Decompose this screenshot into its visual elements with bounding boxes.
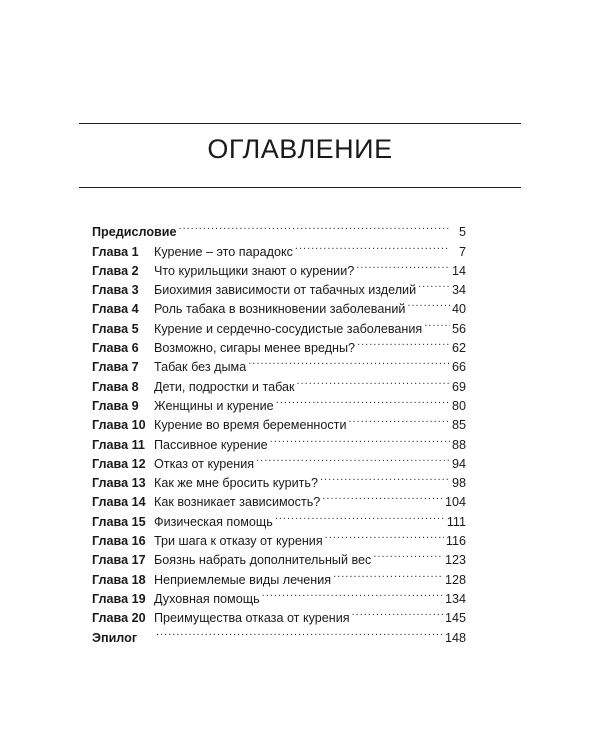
page-number: 34	[451, 283, 466, 298]
chapter-title: Табак без дыма	[154, 360, 247, 375]
page-number: 94	[451, 456, 466, 471]
entry-label: Глава 2	[92, 263, 139, 278]
chapter-title: Отказ от курения	[154, 456, 255, 471]
dot-leader	[322, 487, 443, 506]
entry-label: Глава 3	[92, 283, 139, 298]
page-number: 98	[451, 476, 466, 491]
chapter-title: Физическая помощь	[154, 514, 273, 529]
page-number: 7	[458, 244, 466, 259]
table-of-contents	[92, 217, 466, 645]
page-title: ОГЛАВЛЕНИЕ	[207, 134, 393, 164]
page-number: 134	[444, 591, 466, 606]
dot-leader	[297, 371, 450, 390]
dot-leader	[424, 313, 450, 332]
entry-label: Глава 7	[92, 360, 139, 375]
dot-leader	[295, 236, 450, 255]
toc-entry-preface[interactable]	[92, 217, 466, 240]
page-number: 66	[451, 360, 466, 375]
page-number: 123	[444, 553, 466, 568]
entry-label: Глава 15	[92, 514, 146, 529]
entry-label: Глава 11	[92, 437, 145, 452]
page-number: 128	[444, 572, 466, 587]
chapter-title: Женщины и курение	[154, 398, 274, 413]
chapter-title: Курение во время беременности	[154, 418, 347, 433]
dot-leader	[320, 468, 450, 487]
page-number: 116	[445, 534, 466, 549]
chapter-title: Что курильщики знают о курении?	[154, 263, 355, 278]
chapter-title: Дети, подростки и табак	[154, 379, 295, 394]
page-number: 104	[444, 495, 466, 510]
dot-leader	[275, 506, 445, 525]
entry-label: Глава 20	[92, 611, 146, 626]
dot-leader	[179, 217, 450, 236]
chapter-title: Духовная помощь	[154, 591, 260, 606]
chapter-title: Биохимия зависимости от табачных изделий	[154, 283, 417, 298]
page-number: 111	[446, 514, 466, 529]
entry-label: Глава 13	[92, 476, 146, 491]
page-number: 148	[444, 630, 466, 645]
top-rule	[79, 123, 521, 124]
dot-leader	[248, 352, 450, 371]
page-number: 56	[451, 321, 466, 336]
dot-leader	[418, 275, 450, 294]
entry-label: Глава 19	[92, 591, 146, 606]
entry-label: Глава 14	[92, 495, 146, 510]
entry-label: Глава 8	[92, 379, 139, 394]
page-number: 62	[451, 341, 466, 356]
entry-label: Глава 17	[92, 553, 146, 568]
page-number: 5	[458, 225, 466, 240]
chapter-title: Как же мне бросить курить?	[154, 476, 318, 491]
dot-leader	[270, 429, 450, 448]
chapter-title: Преимущества отказа от курения	[154, 611, 350, 626]
chapter-title: Роль табака в возникновении заболеваний	[154, 302, 406, 317]
dot-leader	[262, 584, 443, 603]
chapter-title: Курение и сердечно-сосудистые заболевания	[154, 321, 423, 336]
chapter-title: Три шага к отказу от курения	[154, 534, 323, 549]
page-number: 69	[451, 379, 466, 394]
chapter-title: Неприемлемые виды лечения	[154, 572, 332, 587]
entry-label: Глава 12	[92, 456, 146, 471]
entry-label: Глава 4	[92, 302, 139, 317]
dot-leader	[407, 294, 450, 313]
entry-label: Эпилог	[92, 630, 138, 645]
entry-label: Глава 9	[92, 398, 139, 413]
bottom-rule	[79, 187, 521, 188]
dot-leader	[356, 256, 450, 275]
dot-leader	[373, 545, 443, 564]
entry-label: Глава 1	[92, 244, 139, 259]
page-number: 85	[451, 418, 466, 433]
chapter-title: Курение – это парадокс	[154, 244, 293, 259]
dot-leader	[276, 391, 450, 410]
page-number: 145	[444, 611, 466, 626]
entry-label: Глава 6	[92, 341, 139, 356]
dot-leader	[156, 622, 443, 641]
dot-leader	[325, 526, 444, 545]
dot-leader	[348, 410, 450, 429]
chapter-title: Пассивное курение	[154, 437, 268, 452]
chapter-title: Как возникает зависимость?	[154, 495, 321, 510]
entry-label: Предисловие	[92, 225, 177, 240]
entry-label: Глава 18	[92, 572, 146, 587]
page-number: 40	[451, 302, 466, 317]
dot-leader	[256, 449, 450, 468]
entry-label: Глава 10	[92, 418, 146, 433]
dot-leader	[357, 333, 450, 352]
page-number: 80	[451, 398, 466, 413]
dot-leader	[333, 564, 443, 583]
page-number: 14	[451, 263, 466, 278]
entry-label: Глава 16	[92, 534, 146, 549]
chapter-title: Боязнь набрать дополнительный вес	[154, 553, 372, 568]
chapter-title: Возможно, сигары менее вредны?	[154, 341, 356, 356]
dot-leader	[352, 603, 443, 622]
page-number: 88	[451, 437, 466, 452]
entry-label: Глава 5	[92, 321, 139, 336]
